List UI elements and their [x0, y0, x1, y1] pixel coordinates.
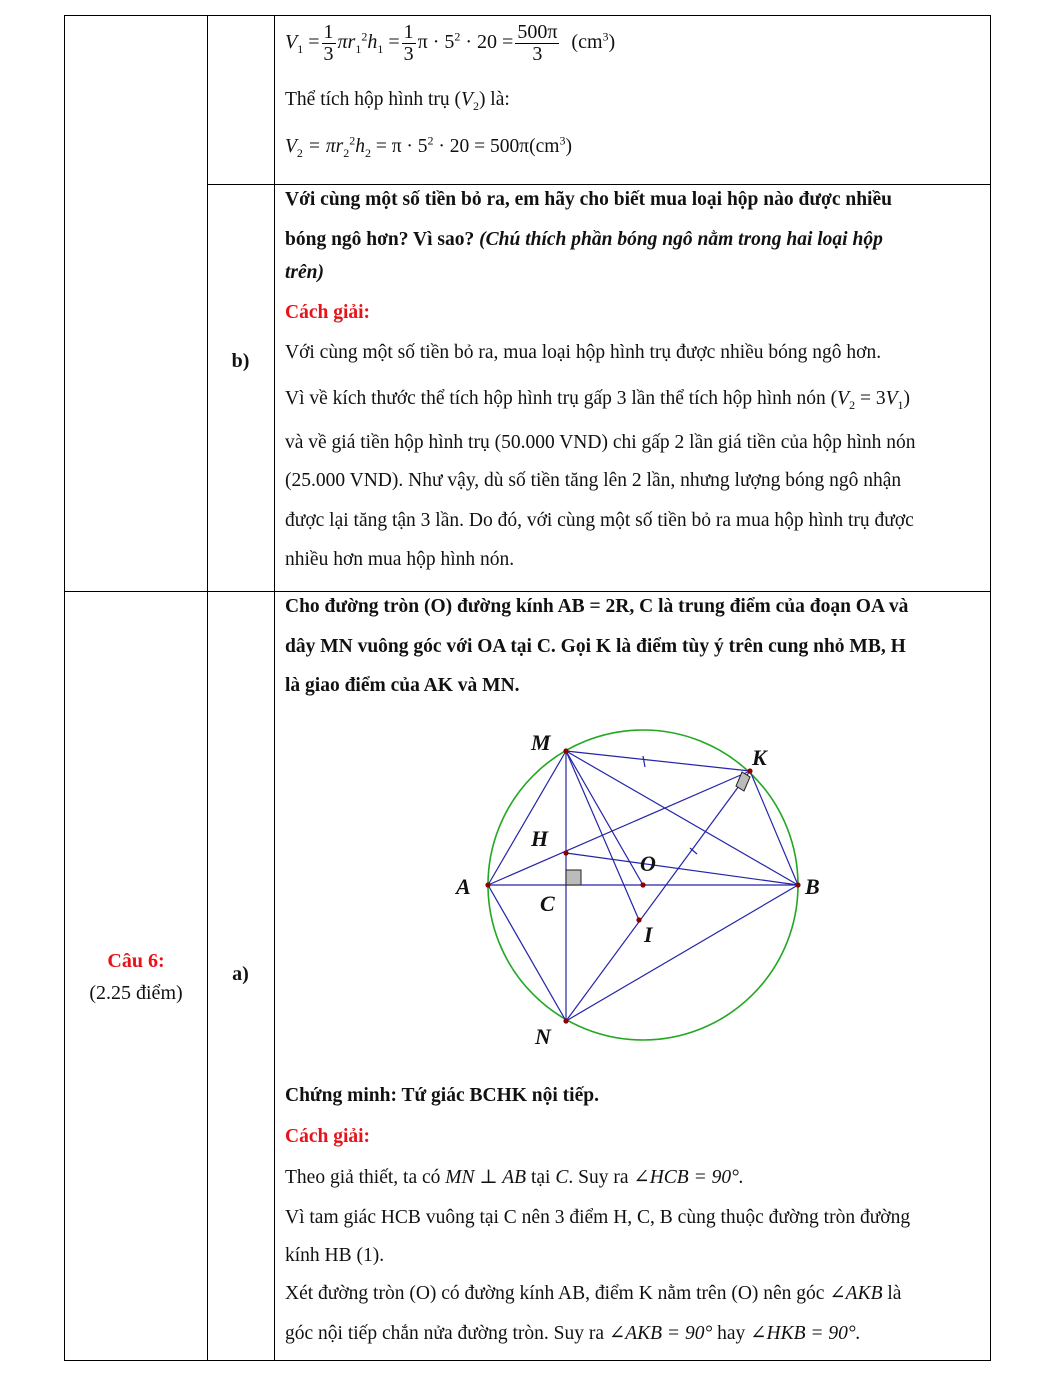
- label-B: B: [805, 874, 820, 899]
- problem-line3: là giao điểm của AK và MN.: [285, 675, 520, 696]
- col-divider-2: [274, 16, 275, 1360]
- label-M: M: [531, 730, 551, 755]
- label-I: I: [644, 922, 653, 947]
- sol-line5: góc nội tiếp chắn nửa đường tròn. Suy ra ∠AKB = 90° hay ∠HKB = 90°.: [285, 1323, 861, 1344]
- part-b-label: b): [231, 350, 250, 372]
- col-divider-1: [207, 16, 208, 1360]
- answer-b-line3: và về giá tiền hộp hình trụ (50.000 VND) chi gấp 2 lần giá tiền của hộp hình nón: [285, 432, 916, 453]
- question-b-line2: bóng ngô hơn? Vì sao? (Chú thích phần bóng ngô nằm trong hai loại hộp: [285, 229, 883, 250]
- figure-points: [485, 748, 800, 1023]
- sol-line4: Xét đường tròn (O) có đường kính AB, điểm K nằm trên (O) nên góc ∠AKB là: [285, 1283, 902, 1304]
- answer-b-line4: (25.000 VND). Như vậy, dù số tiền tăng lên 2 lần, nhưng lượng bóng ngô nhận: [285, 470, 902, 491]
- sol-line2: Vì tam giác HCB vuông tại C nên 3 điểm H, C, B cùng thuộc đường tròn đường: [285, 1207, 911, 1228]
- question-b-line3: trên): [285, 262, 324, 283]
- row-divider-q5-q6: [65, 591, 990, 592]
- question-6-points: (2.25 điểm): [89, 982, 183, 1004]
- answer-b-line5: được lại tăng tận 3 lần. Do đó, với cùng một số tiền bỏ ra mua hộp hình trụ được: [285, 510, 914, 531]
- answer-b-line2: Vì về kích thước thể tích hộp hình trụ gấp 3 lần thể tích hộp hình nón $(V_2 = 3V_1)$: [285, 388, 910, 412]
- right-angle-C: [566, 870, 581, 885]
- question-b-line1: Với cùng một số tiền bỏ ra, em hãy cho biết mua loại hộp nào được nhiều: [285, 189, 892, 210]
- row-divider-a-b: [207, 184, 990, 185]
- sol-line3: kính HB (1).: [285, 1245, 385, 1266]
- v2-formula: $V_2 = \pi r_2^2h_2 = \pi \cdot 5^2 \cdot 20 = 500\pi(cm^3)$: [285, 133, 572, 160]
- question-6-label: Câu 6:: [107, 950, 165, 972]
- label-A: A: [456, 874, 471, 899]
- v1-formula: $V_1$ = $\frac{1}{3}$ $\pi r_1^2h_1$ = $\frac{1}{3}$ $\pi \cdot 5^2 \cdot 20$ = $\frac{500\pi}{3}$ $(cm^3)$: [285, 21, 616, 65]
- sol-line1: Theo giả thiết, ta có MN ⊥ AB tại C. Suy ra ∠HCB = 90°.: [285, 1167, 744, 1188]
- problem-line1: Cho đường tròn (O) đường kính AB = 2R, C là trung điểm của đoạn OA và: [285, 596, 909, 617]
- answer-b-line6: nhiều hơn mua hộp hình nón.: [285, 549, 515, 570]
- prove-statement: Chứng minh: Tứ giác BCHK nội tiếp.: [285, 1085, 599, 1106]
- answer-b-line1: Với cùng một số tiền bỏ ra, mua loại hộp hình trụ được nhiều bóng ngô hơn.: [285, 342, 882, 363]
- part-a-label: a): [232, 963, 249, 985]
- solution-label-a: Cách giải:: [285, 1126, 371, 1147]
- v2-title: Thể tích hộp hình trụ $(V_2)$ là:: [285, 89, 510, 113]
- label-O: O: [640, 851, 656, 876]
- solution-table: [64, 15, 991, 1361]
- problem-line2: dây MN vuông góc với OA tại C. Gọi K là điểm tùy ý trên cung nhỏ MB, H: [285, 636, 906, 657]
- geometry-figure: [440, 720, 840, 1055]
- label-H: H: [531, 826, 549, 851]
- label-N: N: [535, 1024, 551, 1049]
- label-K: K: [752, 745, 767, 770]
- label-C: C: [540, 891, 555, 916]
- solution-label-b: Cách giải:: [285, 302, 371, 323]
